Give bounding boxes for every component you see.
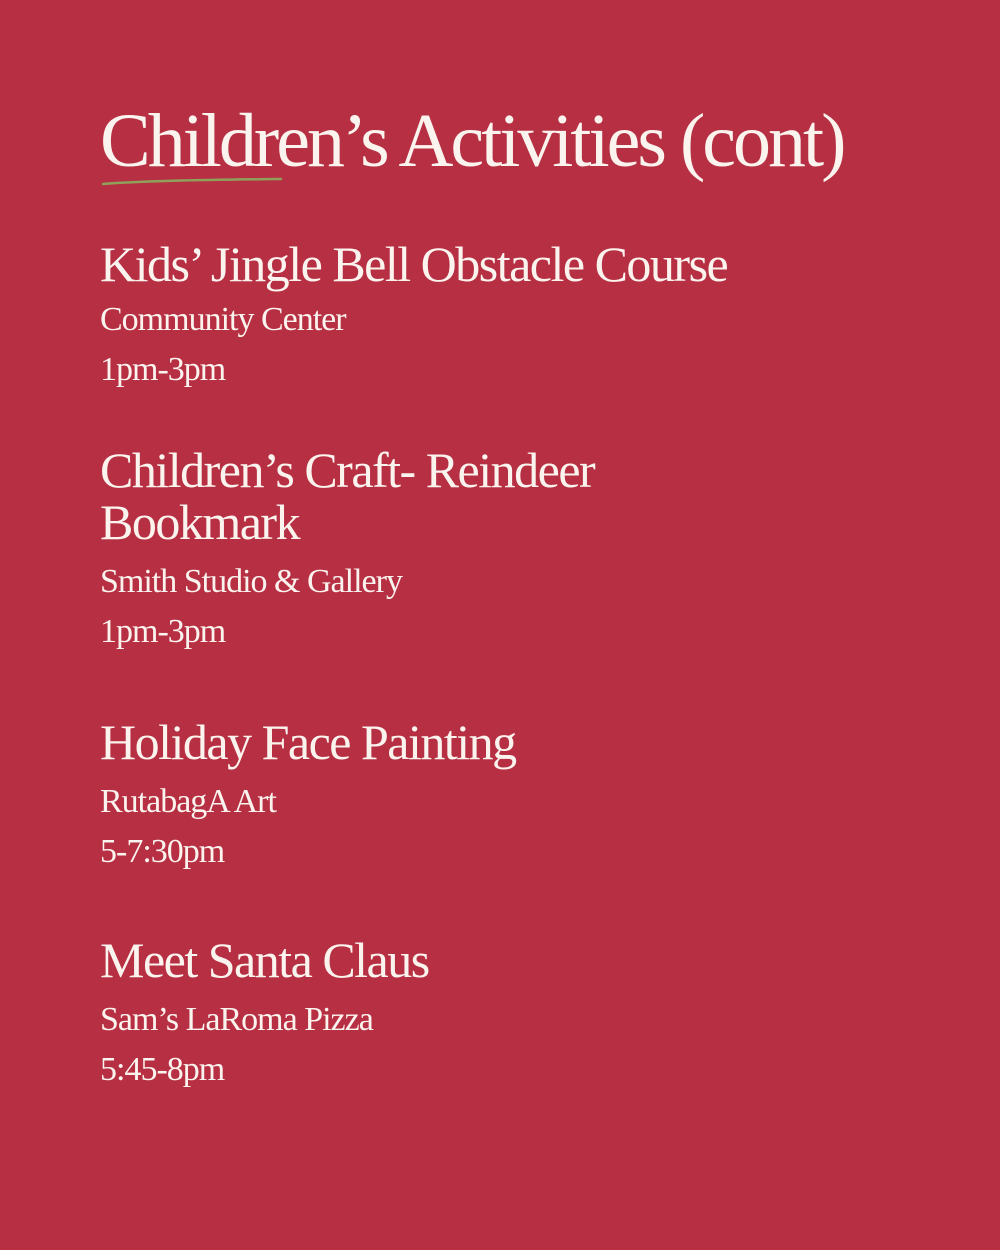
event-name: Meet Santa Claus xyxy=(100,932,429,988)
event-item xyxy=(100,934,920,1090)
event-time: 1pm-3pm xyxy=(100,351,226,388)
event-location: Smith Studio & Gallery xyxy=(100,563,402,600)
event-item xyxy=(100,716,920,872)
event-location: Sam’s LaRoma Pizza xyxy=(100,1001,373,1038)
event-location: Community Center xyxy=(100,301,346,338)
event-name: Holiday Face Painting xyxy=(100,714,516,770)
event-item xyxy=(100,444,700,652)
event-time: 5-7:30pm xyxy=(100,833,225,870)
event-name: Children’s Craft- Reindeer Bookmark xyxy=(100,442,595,550)
event-time: 5:45-8pm xyxy=(100,1051,225,1088)
event-name: Kids’ Jingle Bell Obstacle Course xyxy=(100,236,728,292)
event-item xyxy=(100,238,920,390)
title-underline-decoration xyxy=(102,176,282,188)
event-location: RutabagA Art xyxy=(100,783,276,820)
event-time: 1pm-3pm xyxy=(100,613,226,650)
page-title: Children’s Activities (cont) xyxy=(100,99,844,183)
